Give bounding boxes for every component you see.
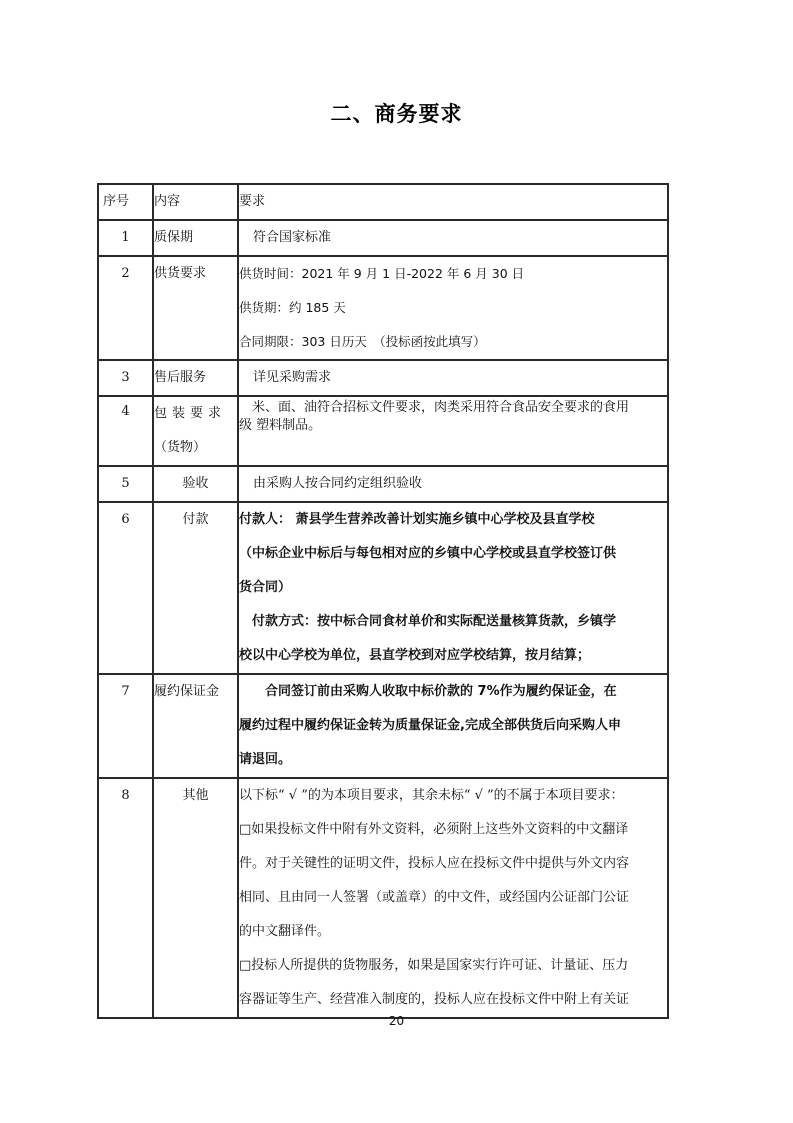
row-requirement <box>238 360 668 396</box>
row-item: 履约保证金 <box>153 674 238 778</box>
requirement-line: 以下标“ √ ”的为本项目要求，其余未标“ √ ”的不属于本项目要求： <box>239 788 624 803</box>
header-requirement: 要求 <box>238 184 668 220</box>
header-item: 内容 <box>153 184 238 220</box>
row-number: 6 <box>98 502 153 674</box>
table-row <box>98 674 668 778</box>
requirement-line: 级 塑料制品。 <box>239 418 322 433</box>
table-row <box>98 502 668 674</box>
requirement-line: 履约过程中履约保证金转为质量保证金,完成全部供货后向采购人申 <box>239 718 621 733</box>
table-row <box>98 220 668 256</box>
row-requirement <box>238 220 668 256</box>
row-requirement <box>238 466 668 502</box>
header-no: 序号 <box>98 184 153 220</box>
row-item: 验收 <box>153 466 238 502</box>
table-row <box>98 256 668 360</box>
row-number: 1 <box>98 220 153 256</box>
table-row <box>98 778 668 1018</box>
row-item: 其他 <box>153 778 238 1018</box>
row-item <box>153 396 238 466</box>
row-item: 售后服务 <box>153 360 238 396</box>
row-number: 2 <box>98 256 153 360</box>
requirement-line: 的中文翻译件。 <box>239 924 331 939</box>
payment-method-cont: 校以中心学校为单位，县直学校到对应学校结算，按月结算； <box>239 648 591 663</box>
row-requirement <box>238 502 668 674</box>
table-header-row <box>98 184 668 220</box>
row-number: 5 <box>98 466 153 502</box>
row-item: 质保期 <box>153 220 238 256</box>
table-row <box>98 360 668 396</box>
row-item: 付款 <box>153 502 238 674</box>
section-title: 二、商务要求 <box>330 102 463 126</box>
supply-time: 供货时间：2021 年 9 月 1 日-2022 年 6 月 30 日 <box>239 266 525 281</box>
supply-period: 供货期：约 185 天 <box>239 300 346 315</box>
requirement-line: 相同、且由同一人签署（或盖章）的中文件，或经国内公证部门公证 <box>239 890 630 905</box>
row-requirement <box>238 674 668 778</box>
row-requirement <box>238 396 668 466</box>
table-row <box>98 466 668 502</box>
row-item-main: 包装要求 <box>154 406 227 421</box>
requirement-line: 符合国家标准 <box>253 230 332 245</box>
row-requirement <box>238 256 668 360</box>
payment-method: 付款方式：按中标合同食材单价和实际配送量核算货款，乡镇学 <box>239 614 617 629</box>
requirement-line: 合同签订前由采购人收取中标价款的 7%作为履约保证金，在 <box>239 684 617 699</box>
checkbox-item-translation: □如果投标文件中附有外文资料，必须附上这些外文资料的中文翻译 <box>239 822 629 837</box>
table-row <box>98 396 668 466</box>
payer: 付款人： 萧县学生营养改善计划实施乡镇中心学校及县直学校 <box>239 512 595 527</box>
payer-note: （中标企业中标后与每包相对应的乡镇中心学校或县直学校签订供 <box>239 546 617 561</box>
row-item-sub: （货物） <box>154 440 207 455</box>
requirement-line: 详见采购需求 <box>253 370 332 385</box>
business-requirements-table <box>97 183 669 1019</box>
requirement-line: 容器证等生产、经营准入制度的，投标人应在投标文件中附上有关证 <box>239 992 630 1007</box>
row-number: 8 <box>98 778 153 1018</box>
row-requirement <box>238 778 668 1018</box>
contract-term: 合同期限：303 日历天 （投标函按此填写） <box>239 334 486 349</box>
requirement-line: 请退回。 <box>239 752 292 767</box>
row-number: 3 <box>98 360 153 396</box>
checkbox-item-license: □投标人所提供的货物服务，如果是国家实行许可证、计量证、压力 <box>239 958 629 973</box>
requirement-line: 件。对于关键性的证明文件，投标人应在投标文件中提供与外文内容 <box>239 856 630 871</box>
payer-note-cont: 货合同） <box>239 580 292 595</box>
page-number: 20 <box>388 1014 405 1028</box>
requirement-line: 米、面、油符合招标文件要求，肉类采用符合食品安全要求的食用 <box>239 400 630 415</box>
row-number: 7 <box>98 674 153 778</box>
row-number: 4 <box>98 396 153 466</box>
row-item: 供货要求 <box>153 256 238 360</box>
requirement-line: 由采购人按合同约定组织验收 <box>253 476 423 491</box>
